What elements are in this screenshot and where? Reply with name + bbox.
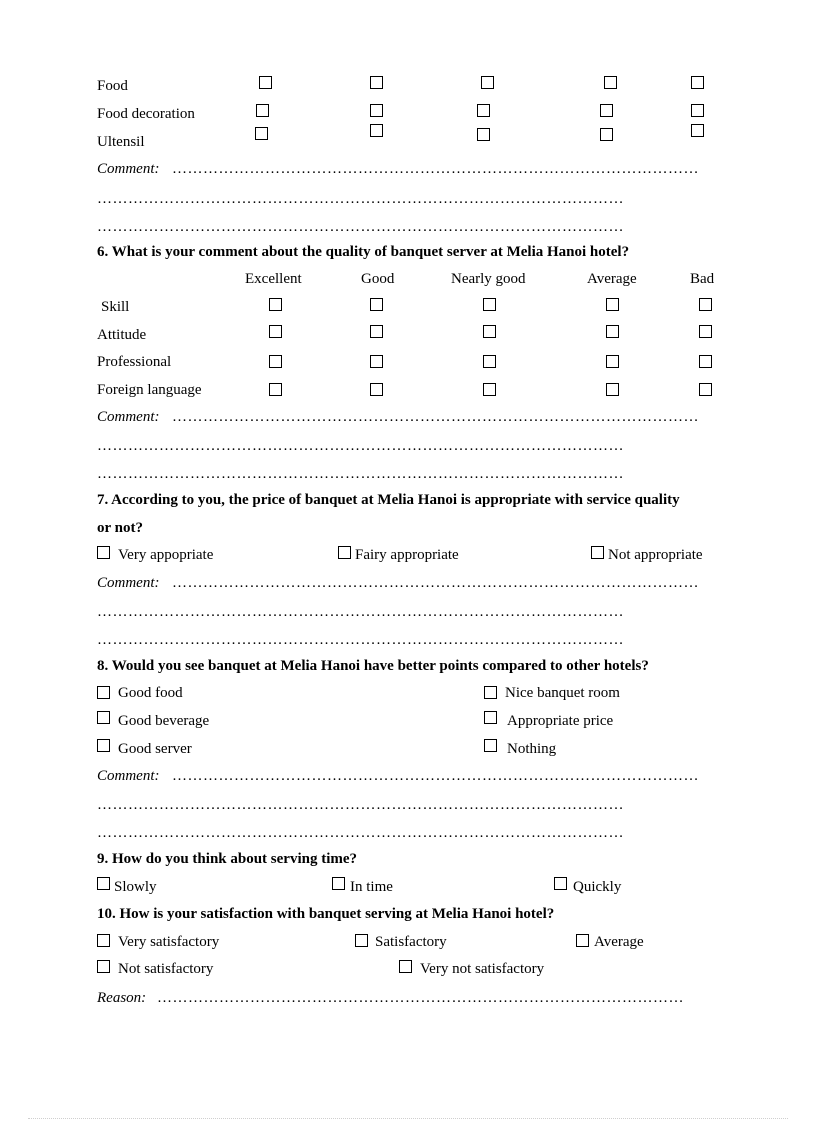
- q6-skill-checkbox-good[interactable]: [370, 298, 383, 311]
- q5-ultensil-checkbox-2[interactable]: [370, 124, 383, 137]
- q10-question: 10. How is your satisfaction with banquet serving at Melia Hanoi hotel?: [97, 906, 555, 922]
- q6-col-average: Average: [587, 271, 637, 287]
- q10-very-not-satisfactory-checkbox[interactable]: [399, 960, 412, 973]
- q7-fairy-appropriate-checkbox[interactable]: [338, 546, 351, 559]
- q9-question: 9. How do you think about serving time?: [97, 851, 358, 867]
- q5-comment-line-2[interactable]: …………………………………………………………………………………………: [97, 191, 624, 207]
- q6-comment-line-1[interactable]: …………………………………………………………………………………………: [172, 409, 699, 425]
- q7-very-appropriate-checkbox[interactable]: [97, 546, 110, 559]
- q7-question-line-1: 7. According to you, the price of banquet at Melia Hanoi is appropriate with service quality: [97, 492, 680, 508]
- q5-row-label-food: Food: [97, 78, 128, 94]
- q10-reason-label: Reason:: [97, 990, 147, 1006]
- q8-appropriate-price-label: Appropriate price: [507, 713, 614, 729]
- q8-nothing-label: Nothing: [507, 741, 557, 757]
- q9-quickly-checkbox[interactable]: [554, 877, 567, 890]
- q6-foreign-language-checkbox-bad[interactable]: [699, 383, 712, 396]
- q6-comment-line-3[interactable]: …………………………………………………………………………………………: [97, 466, 624, 482]
- q5-ultensil-checkbox-5[interactable]: [691, 124, 704, 137]
- q5-ultensil-checkbox-4[interactable]: [600, 128, 613, 141]
- q7-comment-line-3[interactable]: …………………………………………………………………………………………: [97, 632, 624, 648]
- q6-foreign-language-checkbox-excellent[interactable]: [269, 383, 282, 396]
- q6-professional-checkbox-average[interactable]: [606, 355, 619, 368]
- q8-appropriate-price-checkbox[interactable]: [484, 711, 497, 724]
- q6-attitude-checkbox-bad[interactable]: [699, 325, 712, 338]
- q10-very-satisfactory-checkbox[interactable]: [97, 934, 110, 947]
- q8-nice-banquet-room-label: Nice banquet room: [505, 685, 620, 701]
- q10-very-satisfactory-label: Very satisfactory: [118, 934, 220, 950]
- q10-average-checkbox[interactable]: [576, 934, 589, 947]
- q6-skill-checkbox-excellent[interactable]: [269, 298, 282, 311]
- q6-skill-checkbox-average[interactable]: [606, 298, 619, 311]
- q5-comment-label: Comment:: [97, 161, 160, 177]
- q5-row-label-food-decoration: Food decoration: [97, 106, 195, 122]
- q9-slowly-label: Slowly: [114, 879, 157, 895]
- q7-not-appropriate-label: Not appropriate: [608, 547, 703, 563]
- q5-food-decoration-checkbox-1[interactable]: [256, 104, 269, 117]
- q6-row-label-skill: Skill: [101, 299, 130, 315]
- q5-food-checkbox-5[interactable]: [691, 76, 704, 89]
- q9-slowly-checkbox[interactable]: [97, 877, 110, 890]
- q6-attitude-checkbox-good[interactable]: [370, 325, 383, 338]
- q7-fairy-appropriate-label: Fairy appropriate: [355, 547, 459, 563]
- q7-comment-label: Comment:: [97, 575, 160, 591]
- q7-comment-line-1[interactable]: …………………………………………………………………………………………: [172, 575, 699, 591]
- q7-comment-line-2[interactable]: …………………………………………………………………………………………: [97, 604, 624, 620]
- q6-comment-line-2[interactable]: …………………………………………………………………………………………: [97, 438, 624, 454]
- q8-question: 8. Would you see banquet at Melia Hanoi have better points compared to other hotels?: [97, 658, 649, 674]
- q6-col-bad: Bad: [690, 271, 715, 287]
- q6-skill-checkbox-nearly-good[interactable]: [483, 298, 496, 311]
- q6-attitude-checkbox-excellent[interactable]: [269, 325, 282, 338]
- q10-satisfactory-label: Satisfactory: [375, 934, 447, 950]
- q5-row-label-ultensil: Ultensil: [97, 134, 145, 150]
- q6-col-excellent: Excellent: [245, 271, 302, 287]
- q6-row-label-attitude: Attitude: [97, 327, 147, 343]
- q8-nice-banquet-room-checkbox[interactable]: [484, 686, 497, 699]
- q10-reason-line[interactable]: …………………………………………………………………………………………: [157, 990, 684, 1006]
- q6-professional-checkbox-nearly-good[interactable]: [483, 355, 496, 368]
- q10-satisfactory-checkbox[interactable]: [355, 934, 368, 947]
- q6-foreign-language-checkbox-good[interactable]: [370, 383, 383, 396]
- q6-skill-checkbox-bad[interactable]: [699, 298, 712, 311]
- q5-food-decoration-checkbox-5[interactable]: [691, 104, 704, 117]
- page-bottom-divider: [28, 1118, 788, 1119]
- q10-not-satisfactory-label: Not satisfactory: [118, 961, 214, 977]
- q8-good-beverage-checkbox[interactable]: [97, 711, 110, 724]
- q5-food-decoration-checkbox-2[interactable]: [370, 104, 383, 117]
- q8-comment-line-2[interactable]: …………………………………………………………………………………………: [97, 797, 624, 813]
- q5-food-checkbox-2[interactable]: [370, 76, 383, 89]
- q5-food-checkbox-4[interactable]: [604, 76, 617, 89]
- q8-good-server-checkbox[interactable]: [97, 739, 110, 752]
- q8-comment-label: Comment:: [97, 768, 160, 784]
- q8-comment-line-1[interactable]: …………………………………………………………………………………………: [172, 768, 699, 784]
- q5-food-checkbox-1[interactable]: [259, 76, 272, 89]
- q8-good-server-label: Good server: [118, 741, 192, 757]
- q9-in-time-label: In time: [350, 879, 393, 895]
- q6-foreign-language-checkbox-average[interactable]: [606, 383, 619, 396]
- q5-comment-line-3[interactable]: …………………………………………………………………………………………: [97, 219, 624, 235]
- q6-row-label-foreign-language: Foreign language: [97, 382, 202, 398]
- q6-professional-checkbox-bad[interactable]: [699, 355, 712, 368]
- q8-good-food-label: Good food: [118, 685, 183, 701]
- q8-good-beverage-label: Good beverage: [118, 713, 210, 729]
- q10-average-label: Average: [594, 934, 644, 950]
- q8-nothing-checkbox[interactable]: [484, 739, 497, 752]
- q8-good-food-checkbox[interactable]: [97, 686, 110, 699]
- q6-question: 6. What is your comment about the quality of banquet server at Melia Hanoi hotel?: [97, 244, 630, 260]
- q6-foreign-language-checkbox-nearly-good[interactable]: [483, 383, 496, 396]
- q5-food-decoration-checkbox-3[interactable]: [477, 104, 490, 117]
- q9-quickly-label: Quickly: [573, 879, 622, 895]
- q9-in-time-checkbox[interactable]: [332, 877, 345, 890]
- q6-professional-checkbox-excellent[interactable]: [269, 355, 282, 368]
- q5-comment-line-1[interactable]: …………………………………………………………………………………………: [172, 161, 699, 177]
- q7-question-line-2: or not?: [97, 520, 143, 536]
- q6-attitude-checkbox-nearly-good[interactable]: [483, 325, 496, 338]
- q6-attitude-checkbox-average[interactable]: [606, 325, 619, 338]
- q5-ultensil-checkbox-3[interactable]: [477, 128, 490, 141]
- q5-ultensil-checkbox-1[interactable]: [255, 127, 268, 140]
- q6-professional-checkbox-good[interactable]: [370, 355, 383, 368]
- q7-very-appropriate-label: Very appopriate: [118, 547, 214, 563]
- q8-comment-line-3[interactable]: …………………………………………………………………………………………: [97, 825, 624, 841]
- q6-col-nearly-good: Nearly good: [451, 271, 526, 287]
- q5-food-checkbox-3[interactable]: [481, 76, 494, 89]
- q6-row-label-professional: Professional: [97, 354, 172, 370]
- q6-comment-label: Comment:: [97, 409, 160, 425]
- q7-not-appropriate-checkbox[interactable]: [591, 546, 604, 559]
- q10-very-not-satisfactory-label: Very not satisfactory: [420, 961, 545, 977]
- q5-food-decoration-checkbox-4[interactable]: [600, 104, 613, 117]
- q10-not-satisfactory-checkbox[interactable]: [97, 960, 110, 973]
- q6-col-good: Good: [361, 271, 395, 287]
